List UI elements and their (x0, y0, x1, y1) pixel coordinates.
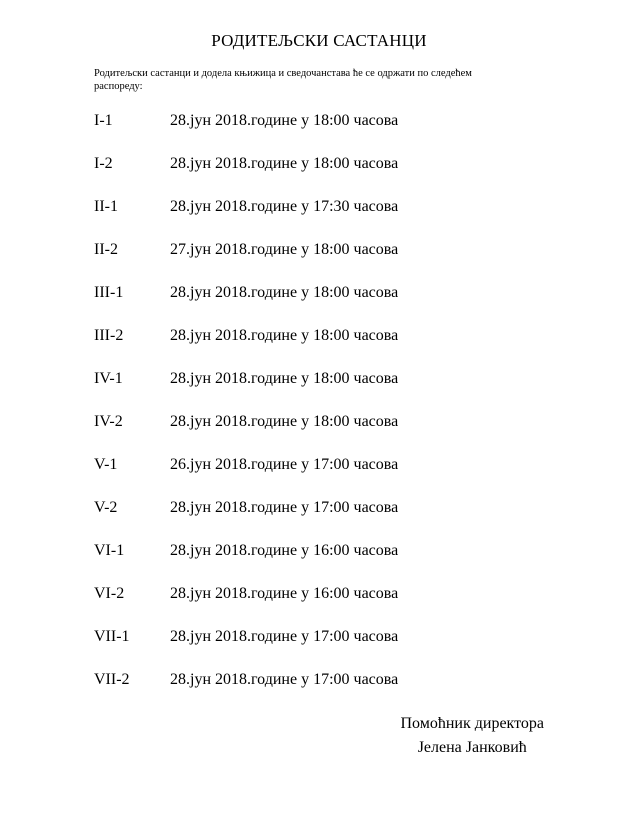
class-label: V-1 (94, 456, 118, 473)
schedule-row (94, 627, 398, 670)
class-label: I-1 (94, 112, 113, 129)
meeting-datetime: 26.јун 2018.године у 17:00 часова (170, 456, 399, 473)
schedule-row (94, 412, 398, 455)
class-label: II-2 (94, 241, 118, 258)
meeting-datetime: 28.јун 2018.године у 17:30 часова (170, 198, 399, 215)
schedule-row (94, 154, 398, 197)
schedule-row (94, 670, 398, 713)
schedule-row (94, 283, 398, 326)
meeting-datetime: 28.јун 2018.године у 17:00 часова (170, 499, 399, 516)
page-title: РОДИТЕЉСКИ САСТАНЦИ (211, 31, 427, 50)
schedule-row (94, 240, 398, 283)
class-label: VII-2 (94, 671, 130, 688)
meeting-datetime: 28.јун 2018.године у 17:00 часова (170, 628, 399, 645)
intro-text: Родитељски састанци и додела књижица и сведочанстава ће се одржати по следећем распореду: (94, 68, 472, 92)
class-label: I-2 (94, 155, 113, 172)
meeting-datetime: 28.јун 2018.године у 18:00 часова (170, 112, 399, 129)
meeting-datetime: 28.јун 2018.године у 18:00 часова (170, 155, 399, 172)
class-label: III-1 (94, 284, 124, 301)
class-label: VI-2 (94, 585, 125, 602)
meeting-datetime: 28.јун 2018.године у 18:00 часова (170, 327, 399, 344)
signature-name: Јелена Јанковић (417, 739, 527, 756)
schedule-row (94, 584, 398, 627)
meeting-datetime: 27.јун 2018.године у 18:00 часова (170, 241, 399, 258)
schedule-row (94, 111, 398, 154)
schedule-row (94, 498, 398, 541)
class-label: VI-1 (94, 542, 125, 559)
signature-block (400, 712, 544, 760)
schedule-row (94, 197, 398, 240)
class-label: IV-2 (94, 413, 123, 430)
class-label: III-2 (94, 327, 124, 344)
signature-role: Помоћник директора (400, 715, 544, 732)
class-label: II-1 (94, 198, 118, 215)
meeting-datetime: 28.јун 2018.године у 16:00 часова (170, 542, 399, 559)
meeting-datetime: 28.јун 2018.године у 16:00 часова (170, 585, 399, 602)
schedule-list (94, 111, 398, 713)
class-label: IV-1 (94, 370, 123, 387)
meeting-datetime: 28.јун 2018.године у 18:00 часова (170, 413, 399, 430)
class-label: VII-1 (94, 628, 130, 645)
class-label: V-2 (94, 499, 118, 516)
schedule-row (94, 326, 398, 369)
schedule-row (94, 455, 398, 498)
meeting-datetime: 28.јун 2018.године у 17:00 часова (170, 671, 399, 688)
meeting-datetime: 28.јун 2018.године у 18:00 часова (170, 370, 399, 387)
meeting-datetime: 28.јун 2018.године у 18:00 часова (170, 284, 399, 301)
schedule-row (94, 541, 398, 584)
schedule-row (94, 369, 398, 412)
